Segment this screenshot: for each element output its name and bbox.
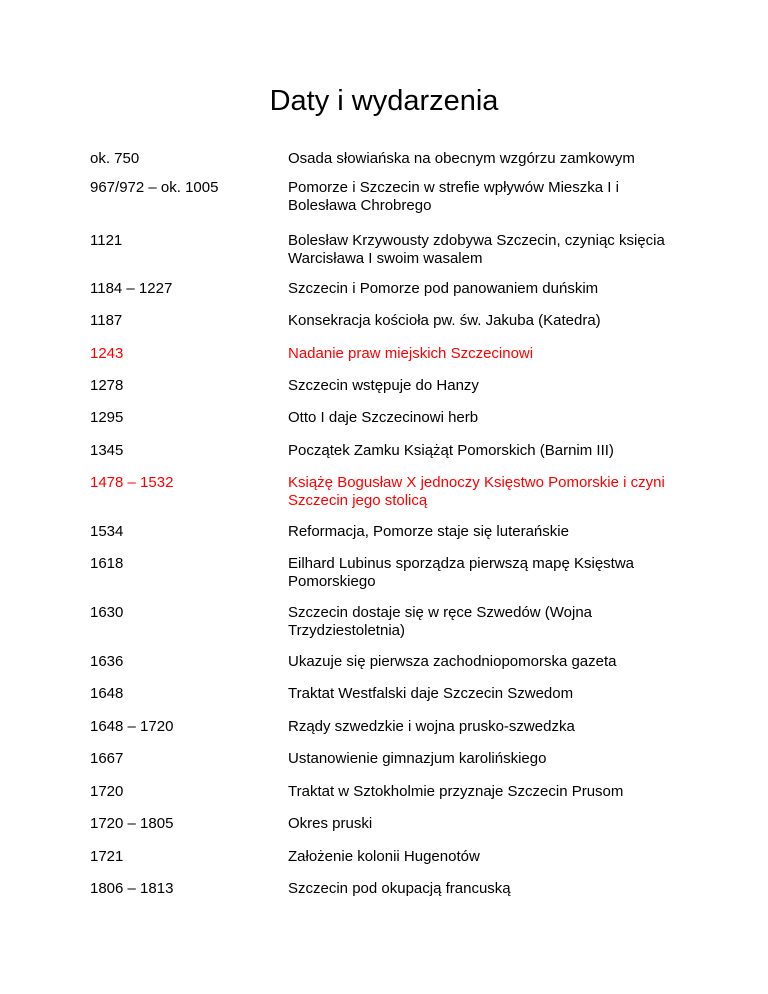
row-date: 1720 bbox=[90, 783, 124, 800]
row-event: Eilhard Lubinus sporządza pierwszą mapę Księstwa Pomorskiego bbox=[288, 555, 635, 590]
row-event: Osada słowiańska na obecnym wzgórzu zamkowym bbox=[288, 150, 635, 167]
row-event: Szczecin wstępuje do Hanzy bbox=[288, 377, 479, 394]
row-event: Nadanie praw miejskich Szczecinowi bbox=[288, 345, 534, 362]
row-date: 967/972 – ok. 1005 bbox=[90, 179, 219, 196]
row-date: 1648 bbox=[90, 685, 124, 702]
row-event: Szczecin dostaje się w ręce Szwedów (Wojna Trzydziestoletnia) bbox=[288, 604, 593, 639]
row-event: Założenie kolonii Hugenotów bbox=[288, 848, 480, 865]
row-date: 1478 – 1532 bbox=[90, 474, 174, 491]
row-event: Rządy szwedzkie i wojna prusko-szwedzka bbox=[288, 718, 575, 735]
row-date: 1648 – 1720 bbox=[90, 718, 174, 735]
row-date: 1630 bbox=[90, 604, 124, 621]
row-event: Traktat w Sztokholmie przyznaje Szczecin Prusom bbox=[288, 783, 624, 800]
row-event: Otto I daje Szczecinowi herb bbox=[288, 409, 479, 426]
row-event: Pomorze i Szczecin w strefie wpływów Mieszka I i Bolesława Chrobrego bbox=[288, 179, 619, 214]
row-date: 1187 bbox=[90, 312, 123, 329]
row-date: 1278 bbox=[90, 377, 124, 394]
row-date: 1721 bbox=[90, 848, 124, 865]
row-event: Początek Zamku Książąt Pomorskich (Barnim III) bbox=[288, 442, 614, 459]
row-event: Szczecin pod okupacją francuską bbox=[288, 880, 511, 897]
row-date: 1295 bbox=[90, 409, 124, 426]
row-event: Reformacja, Pomorze staje się luterańskie bbox=[288, 523, 569, 540]
row-date: 1121 bbox=[90, 232, 123, 249]
row-event: Konsekracja kościoła pw. św. Jakuba (Katedra) bbox=[288, 312, 601, 329]
row-date: 1618 bbox=[90, 555, 124, 572]
row-date: ok. 750 bbox=[90, 150, 140, 167]
row-date: 1534 bbox=[90, 523, 124, 540]
row-event: Traktat Westfalski daje Szczecin Szwedom bbox=[288, 685, 574, 702]
row-date: 1243 bbox=[90, 345, 124, 362]
row-event: Ukazuje się pierwsza zachodniopomorska gazeta bbox=[288, 653, 617, 670]
row-date: 1720 – 1805 bbox=[90, 815, 174, 832]
row-date: 1667 bbox=[90, 750, 124, 767]
row-date: 1806 – 1813 bbox=[90, 880, 174, 897]
row-date: 1184 – 1227 bbox=[90, 280, 173, 297]
row-event: Okres pruski bbox=[288, 815, 373, 832]
row-event: Szczecin i Pomorze pod panowaniem duńskim bbox=[288, 280, 599, 297]
page-title: Daty i wydarzenia bbox=[269, 85, 499, 117]
row-event: Bolesław Krzywousty zdobywa Szczecin, czyniąc księcia Warcisława I swoim wasalem bbox=[288, 232, 665, 267]
row-date: 1636 bbox=[90, 653, 124, 670]
row-date: 1345 bbox=[90, 442, 124, 459]
row-event: Ustanowienie gimnazjum karolińskiego bbox=[288, 750, 547, 767]
row-event: Książę Bogusław X jednoczy Księstwo Pomorskie i czyni Szczecin jego stolicą bbox=[288, 474, 665, 509]
